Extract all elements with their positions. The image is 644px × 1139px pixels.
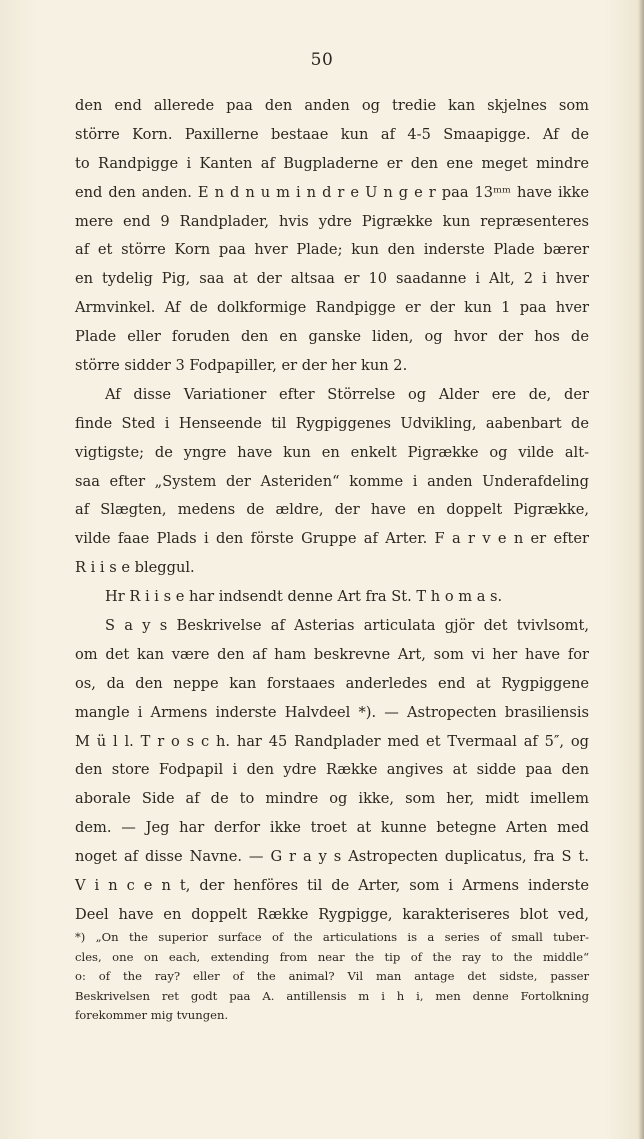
footnote-line: cles, one on each, extending from near the tip of the ray to the middle“ [75, 949, 589, 964]
text-line: Armvinkel. Af de dolkformige Randpigge er der kun 1 paa hver [75, 299, 589, 317]
text-line: större Korn. Paxillerne bestaae kun af 4-5 Smaapigge. Af de [75, 125, 589, 143]
text-line: vigtigste; de yngre have kun en enkelt Pigrække og vilde alt- [75, 443, 589, 461]
text-line: end den anden. E n d n u m i n d r e U n g e r paa 13ᵐᵐ have ikke [75, 183, 589, 201]
footnote-line: Beskrivelsen ret godt paa A. antillensis m i h i, men denne Fortolkning [75, 988, 589, 1003]
text-line: af et större Korn paa hver Plade; kun den inderste Plade bærer [75, 241, 589, 259]
text-line: saa efter „System der Asteriden“ komme i anden Underafdeling [75, 472, 589, 490]
text-line: Deel have en doppelt Række Rygpigge, karakteriseres blot ved, [75, 905, 589, 923]
text-line: S a y s Beskrivelse af Asterias articulata gjör det tvivlsomt, [105, 617, 589, 635]
text-line: om det kan være den af ham beskrevne Art, som vi her have for [75, 645, 589, 663]
text-line: vilde faae Plads i den förste Gruppe af Arter. F a r v e n er efter [75, 530, 589, 548]
body-text [75, 92, 589, 930]
text-line: dem. — Jeg har derfor ikke troet at kunne betegne Arten med [75, 819, 589, 837]
text-line: M ü l l. T r o s c h. har 45 Randplader med et Tvermaal af 5″, og [75, 732, 589, 750]
text-line: noget af disse Navne. — G r a y s Astropecten duplicatus, fra S t. [75, 848, 589, 866]
text-line: V i n c e n t, der henföres til de Arter, som i Armens inderste [75, 877, 589, 895]
footnote-line: o: of the ray? eller of the animal? Vil man antage det sidste, passer [75, 969, 589, 984]
text-line: Af disse Variationer efter Störrelse og Alder ere de, der [105, 385, 589, 403]
text-line: större sidder 3 Fodpapiller, er der her kun 2. [75, 357, 408, 375]
text-line: Hr R i i s e har indsendt denne Art fra St. T h o m a s. [105, 588, 503, 606]
text-line: mangle i Armens inderste Halvdeel *). — Astropecten brasiliensis [75, 703, 589, 721]
footnote [75, 928, 589, 1026]
footnote-line: *) „On the superior surface of the articulations is a series of small tuber- [75, 930, 589, 944]
text-line: R i i s e bleggul. [75, 559, 195, 577]
text-line: den end allerede paa den anden og tredie kan skjelnes som [75, 97, 589, 114]
text-line: Plade eller foruden den en ganske liden, og hvor der hos de [75, 328, 589, 346]
text-line: aborale Side af de to mindre og ikke, som her, midt imellem [75, 790, 589, 808]
text-line: to Randpigge i Kanten af Bugpladerne er den ene meget mindre [75, 154, 589, 172]
page-edge-shadow [638, 0, 644, 1139]
text-line: den store Fodpapil i den ydre Række angives at sidde paa den [75, 761, 589, 779]
text-line: mere end 9 Randplader, hvis ydre Pigrække kun repræsenteres [75, 212, 589, 230]
text-line: af Slægten, medens de ældre, der have en doppelt Pigrække, [75, 501, 589, 519]
text-line: finde Sted i Henseende til Rygpiggenes Udvikling, aabenbart de [75, 414, 589, 432]
page-number: 50 [310, 50, 334, 70]
text-line: en tydelig Pig, saa at der altsaa er 10 saadanne i Alt, 2 i hver [75, 270, 589, 288]
text-line: os, da den neppe kan forstaaes anderledes end at Rygpiggene [75, 674, 589, 692]
footnote-line: forekommer mig tvungen. [75, 1008, 229, 1023]
